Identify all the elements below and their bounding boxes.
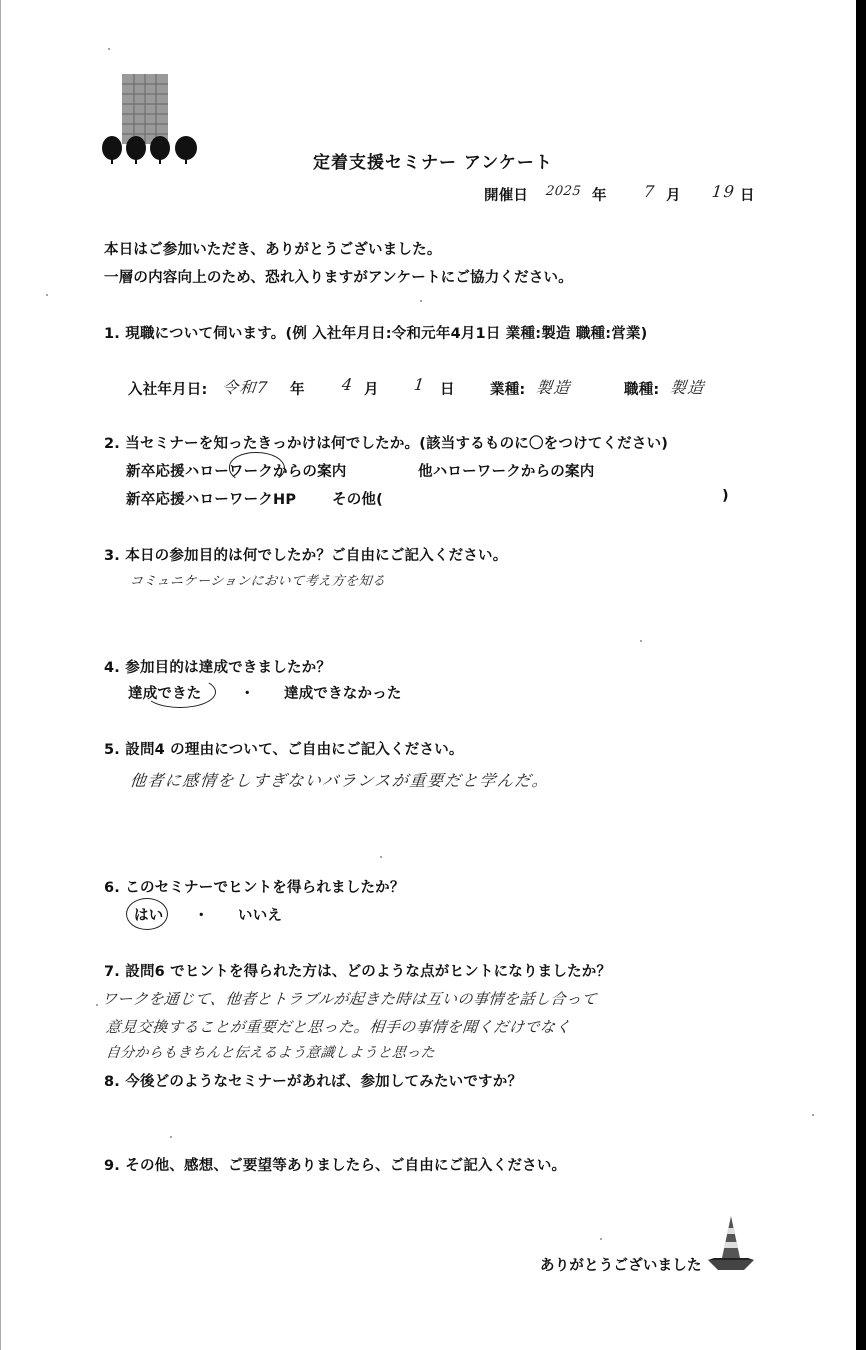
traffic-cone-icon <box>704 1214 758 1272</box>
q7-question: 7. 設問6 でヒントを得られた方は、どのような点がヒントになりましたか？ <box>104 964 612 980</box>
q6-separator: ・ <box>194 908 209 924</box>
scan-speck <box>640 640 642 642</box>
q1-year-unit: 年 <box>290 382 305 398</box>
q9-question: 9. その他、感想、ご要望等ありましたら、ご自由にご記入ください。 <box>104 1158 567 1174</box>
q8-question: 8. 今後どのようなセミナーがあれば、参加してみたいですか？ <box>104 1074 523 1090</box>
q1-industry-label: 業種: <box>490 382 526 398</box>
date-day-value: 19 <box>711 182 737 201</box>
q6-answer-circle-mark <box>126 898 168 930</box>
q4-option-achieved: 達成できた <box>128 686 202 702</box>
q1-hire-day-value: 1 <box>413 375 427 394</box>
q5-answer: 他者に感情をしすぎないバランスが重要だと学んだ。 <box>128 771 551 790</box>
q3-answer: コミュニケーションにおいて考え方を知る <box>129 574 387 589</box>
scan-speck <box>812 1114 814 1116</box>
scan-speck <box>600 1238 602 1240</box>
q1-hire-era-value: 令和7 <box>220 378 270 397</box>
q2-option-other-close: ) <box>722 488 729 504</box>
scan-speck <box>380 856 382 858</box>
intro-line-1: 本日はご参加いただき、ありがとうございました。 <box>104 242 442 258</box>
q1-job-label: 職種: <box>624 382 660 398</box>
q7-answer-line-2: 意見交換することが重要だと思った。相手の事情を聞くだけでなく <box>105 1018 572 1036</box>
scan-speck <box>96 1004 98 1006</box>
intro-line-2: 一層の内容向上のため、恐れ入りますがアンケートにご協力ください。 <box>104 270 573 286</box>
q7-answer-line-3: 自分からもきちんと伝えるよう意識しようと思った <box>105 1045 436 1061</box>
q4-option-not-achieved: 達成できなかった <box>284 686 402 702</box>
date-year-value: 2025 <box>545 184 582 199</box>
date-day-unit: 日 <box>740 188 755 204</box>
page-left-edge <box>0 0 1 1350</box>
scan-speck <box>420 300 422 302</box>
footer-thanks: ありがとうございました <box>540 1258 702 1274</box>
q7-answer-line-1: ワークを通じて、他者とトラブルが起きた時は互いの事情を話し合って <box>101 990 599 1008</box>
page-title: 定着支援セミナー アンケート <box>313 153 553 173</box>
scan-edge-border <box>856 0 866 1350</box>
q6-option-no: いいえ <box>238 908 283 924</box>
q4-answer-circle-mark <box>144 676 216 708</box>
q2-option-other-hellowork: 他ハローワークからの案内 <box>418 464 595 480</box>
date-label: 開催日 <box>484 188 529 204</box>
q1-hire-date-label: 入社年月日: <box>128 382 208 398</box>
q2-question: 2. 当セミナーを知ったきっかけは何でしたか。(該当するものに〇をつけてください) <box>104 436 669 452</box>
date-month-unit: 月 <box>666 188 681 204</box>
q2-option-hellowork-hp: 新卒応援ハローワークHP <box>126 492 297 508</box>
building-trees-logo <box>100 70 202 168</box>
q1-industry-value: 製造 <box>534 378 572 397</box>
q3-question: 3. 本日の参加目的は何でしたか？ご自由にご記入ください。 <box>104 548 508 564</box>
q6-question: 6. このセミナーでヒントを得られましたか？ <box>104 880 405 896</box>
q1-question: 1. 現職について伺います。(例 入社年月日:令和元年4月1日 業種:製造 職種:営業) <box>104 326 648 342</box>
scan-speck <box>108 48 110 50</box>
q2-option-other: その他( <box>332 492 383 508</box>
q1-job-value: 製造 <box>668 378 706 397</box>
q6-option-yes: はい <box>134 908 164 924</box>
scan-speck <box>170 1136 172 1138</box>
q2-option-shinsotsu-hellowork: 新卒応援ハローワークからの案内 <box>126 464 347 480</box>
q4-separator: ・ <box>240 686 255 702</box>
q1-hire-month-value: 4 <box>341 375 355 394</box>
q4-question: 4. 参加目的は達成できましたか？ <box>104 660 332 676</box>
q1-day-unit: 日 <box>440 382 455 398</box>
date-year-unit: 年 <box>592 188 607 204</box>
date-month-value: 7 <box>643 182 657 201</box>
q2-answer-circle-mark <box>229 452 285 484</box>
scan-speck <box>46 294 48 296</box>
q5-question: 5. 設問4 の理由について、ご自由にご記入ください。 <box>104 742 464 758</box>
q1-month-unit: 月 <box>364 382 379 398</box>
